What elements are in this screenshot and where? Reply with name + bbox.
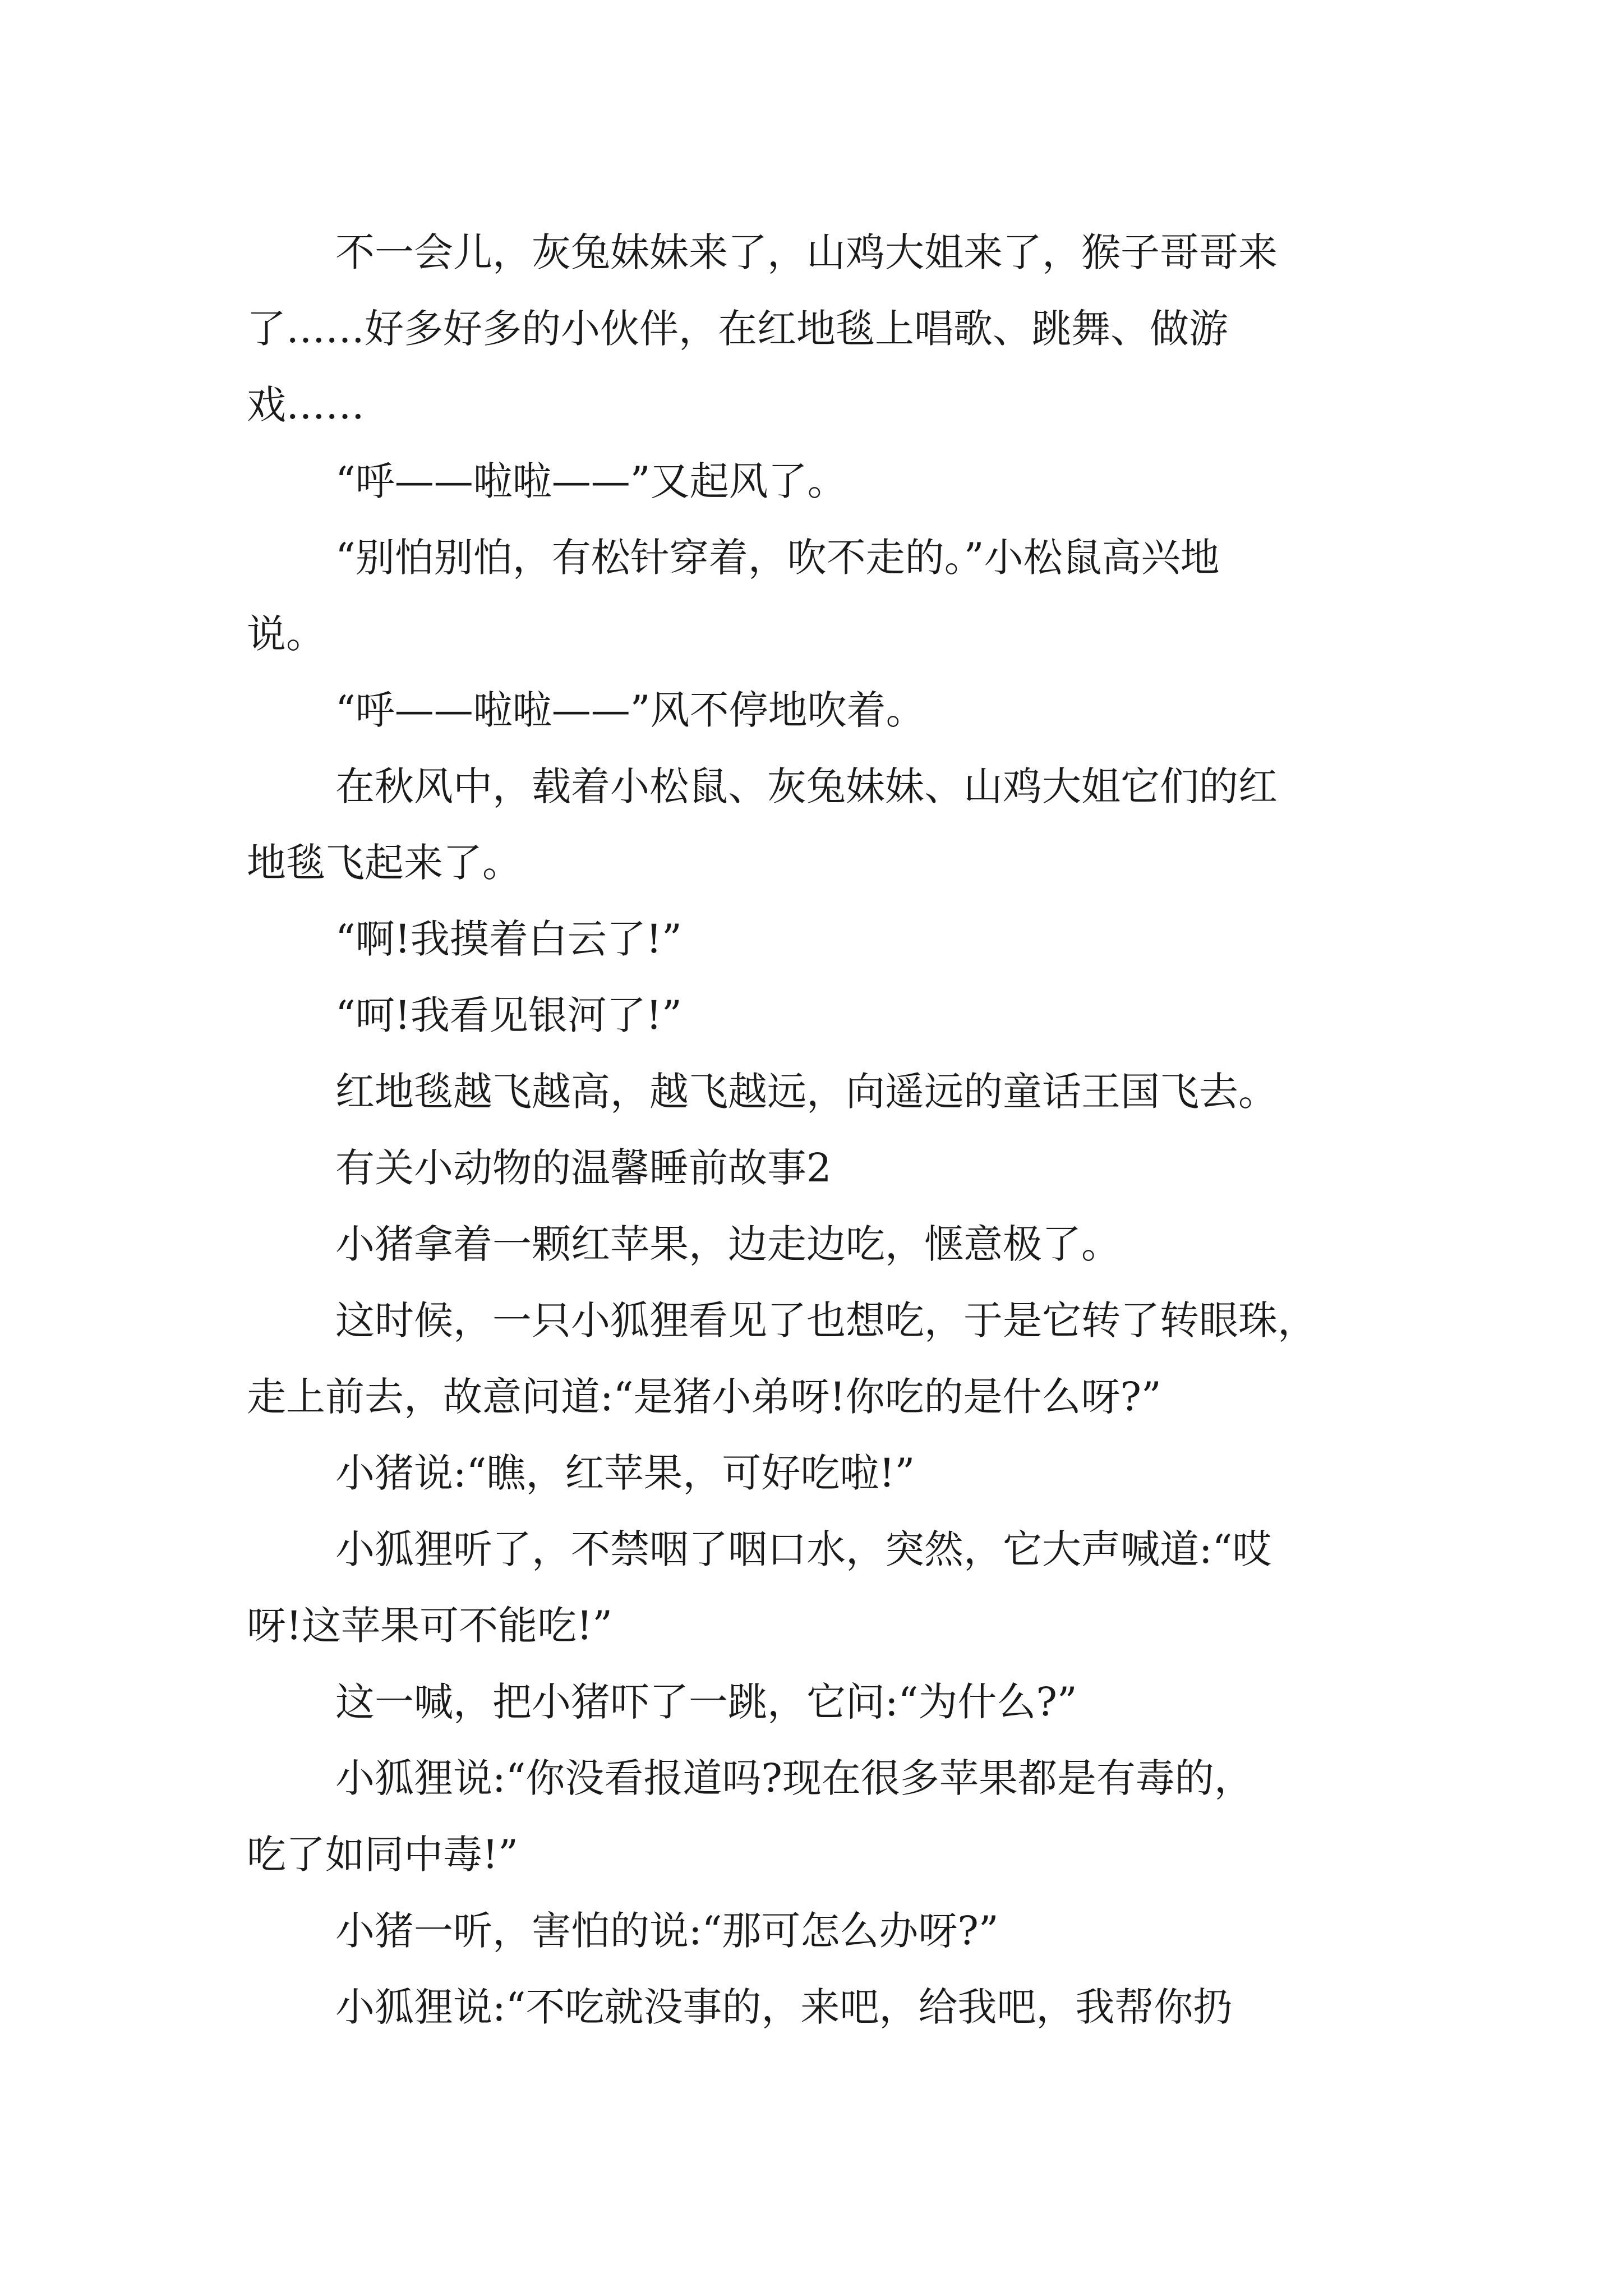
paragraph-line: 戏…… [247, 382, 365, 428]
paragraph [247, 1740, 1391, 1893]
paragraph-line: 地毯飞起来了。 [247, 840, 522, 886]
paragraph [247, 1053, 1391, 1130]
paragraph-line: “呼——啦啦——”又起风了。 [335, 458, 847, 504]
paragraph [247, 214, 1391, 443]
paragraph [247, 1206, 1391, 1282]
paragraph-line: “啊!我摸着白云了!” [335, 916, 682, 962]
paragraph [247, 672, 1391, 748]
paragraph-line: 走上前去，故意问道:“是猪小弟呀!你吃的是什么呀?” [247, 1374, 1161, 1420]
paragraph [247, 901, 1391, 977]
paragraph-line: “呵!我看见银河了!” [335, 992, 682, 1038]
paragraph-line: “别怕别怕，有松针穿着，吹不走的。”小松鼠高兴地 [335, 535, 1220, 581]
paragraph [247, 519, 1391, 672]
paragraph [247, 1435, 1391, 1511]
document-body [247, 214, 1391, 2045]
paragraph-line: 有关小动物的温馨睡前故事2 [335, 1145, 832, 1191]
paragraph-line: 小猪拿着一颗红苹果，边走边吃，惬意极了。 [335, 1221, 1121, 1267]
paragraph-line: 吃了如同中毒!” [247, 1832, 518, 1878]
paragraph-line: 呀!这苹果可不能吃!” [247, 1603, 613, 1649]
paragraph [247, 1893, 1391, 1969]
paragraph-line: 小狐狸说:“不吃就没事的，来吧，给我吧，我帮你扔 [335, 1984, 1233, 2030]
paragraph-line: “呼——啦啦——”风不停地吹着。 [335, 687, 925, 733]
paragraph-line: 这时候，一只小狐狸看见了也想吃，于是它转了转眼珠， [335, 1297, 1317, 1343]
paragraph-line: 在秋风中，载着小松鼠、灰兔妹妹、山鸡大姐它们的红 [335, 763, 1278, 809]
paragraph [247, 443, 1391, 519]
paragraph-line: 这一喊，把小猪吓了一跳，它问:“为什么?” [335, 1679, 1077, 1725]
paragraph-line: 小猪说:“瞧，红苹果，可好吃啦!” [335, 1450, 915, 1496]
paragraph [247, 1664, 1391, 1740]
paragraph-line: 了……好多好多的小伙伴，在红地毯上唱歌、跳舞、做游 [247, 306, 1228, 352]
paragraph [247, 1130, 1391, 1206]
paragraph-line: 红地毯越飞越高，越飞越远，向遥远的童话王国飞去。 [335, 1069, 1278, 1115]
paragraph [247, 1511, 1391, 1664]
paragraph-line: 说。 [247, 611, 325, 657]
paragraph-line: 小猪一听，害怕的说:“那可怎么办呀?” [335, 1908, 999, 1954]
paragraph [247, 748, 1391, 901]
paragraph [247, 1969, 1391, 2045]
paragraph-line: 小狐狸说:“你没看报道吗?现在很多苹果都是有毒的， [335, 1755, 1253, 1801]
paragraph [247, 977, 1391, 1053]
paragraph [247, 1282, 1391, 1435]
paragraph-line: 小狐狸听了，不禁咽了咽口水，突然，它大声喊道:“哎 [335, 1526, 1272, 1572]
paragraph-line: 不一会儿，灰兔妹妹来了，山鸡大姐来了，猴子哥哥来 [335, 229, 1278, 275]
